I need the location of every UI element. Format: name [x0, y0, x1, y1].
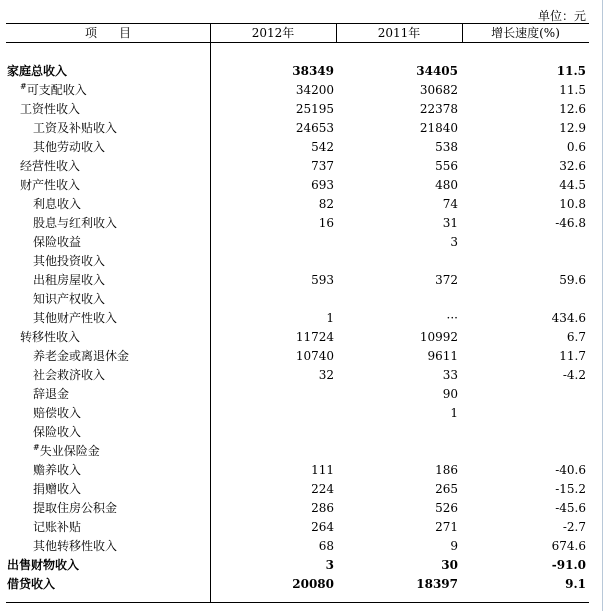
value-growth: 10.8	[559, 197, 586, 211]
value-2012: 10740	[295, 349, 334, 363]
value-2011: 538	[435, 140, 458, 154]
value-growth: 11.7	[559, 349, 586, 363]
row-label	[33, 138, 105, 157]
value-growth: 6.7	[566, 330, 586, 344]
row-label	[20, 328, 80, 347]
value-2011: 30682	[419, 83, 458, 97]
value-2011: 271	[435, 520, 458, 534]
table-row	[6, 328, 589, 347]
value-2011: 30	[441, 558, 458, 572]
value-2011: 186	[435, 463, 458, 477]
value-2012: 1	[326, 311, 334, 325]
table-row	[6, 575, 589, 594]
row-label-text: 捐赠收入	[33, 482, 82, 496]
value-2011: 33	[442, 368, 458, 382]
table-row	[6, 385, 589, 404]
table-row	[6, 518, 589, 537]
row-label-text: 其他劳动收入	[33, 140, 106, 154]
value-2012: 82	[318, 197, 334, 211]
table-row	[6, 157, 589, 176]
value-2011: ···	[446, 311, 458, 325]
row-label	[20, 176, 80, 195]
row-label	[33, 385, 69, 404]
value-2011: 1	[450, 406, 458, 420]
table-row	[6, 347, 589, 366]
row-label	[20, 100, 80, 119]
row-label	[7, 575, 55, 594]
row-label-text: 股息与红利收入	[33, 216, 118, 230]
row-label	[7, 62, 67, 81]
row-label	[33, 404, 81, 423]
value-growth: 59.6	[559, 273, 586, 287]
table-row	[6, 233, 589, 252]
row-label-text: 财产性收入	[20, 178, 81, 192]
row-label-text: 保险收入	[33, 425, 82, 439]
row-label-text: 转移性收入	[20, 330, 81, 344]
row-label	[33, 290, 105, 309]
row-label-text: 出租房屋收入	[33, 273, 106, 287]
table-row	[6, 290, 589, 309]
value-2012: 38349	[292, 64, 334, 78]
table-row	[6, 461, 589, 480]
table-row	[6, 480, 589, 499]
value-2012: 264	[311, 520, 334, 534]
value-2012: 542	[311, 140, 334, 154]
row-label	[33, 537, 117, 556]
footnote-mark: #	[20, 82, 27, 91]
value-growth: -91.0	[551, 558, 586, 572]
table-row	[6, 81, 589, 100]
table-row	[6, 62, 589, 81]
row-label	[33, 309, 117, 328]
row-label	[33, 480, 81, 499]
value-2011: 34405	[416, 64, 458, 78]
row-label-text: 其他财产性收入	[33, 311, 118, 325]
row-label	[33, 271, 105, 290]
value-2011: 90	[442, 387, 458, 401]
value-growth: 9.1	[565, 577, 586, 591]
row-label	[20, 157, 80, 176]
row-label-text: 出售财物收入	[7, 558, 80, 572]
value-2011: 10992	[419, 330, 458, 344]
value-growth: -2.7	[562, 520, 586, 534]
table-row	[6, 119, 589, 138]
value-growth: 434.6	[551, 311, 586, 325]
value-growth: 11.5	[559, 83, 586, 97]
value-2011: 31	[442, 216, 458, 230]
table-row	[6, 309, 589, 328]
value-2011: 526	[435, 501, 458, 515]
row-label-text: 赔偿收入	[33, 406, 82, 420]
row-label	[33, 195, 81, 214]
value-2012: 11724	[295, 330, 334, 344]
row-label	[33, 119, 117, 138]
value-2011: 21840	[419, 121, 458, 135]
value-2011: 556	[435, 159, 458, 173]
value-2012: 224	[311, 482, 334, 496]
row-label-text: 辞退金	[33, 387, 70, 401]
row-label-text: 家庭总收入	[7, 64, 68, 78]
row-label	[33, 252, 105, 271]
value-2012: 16	[318, 216, 334, 230]
value-growth: -15.2	[555, 482, 586, 496]
table-row	[6, 366, 589, 385]
table-row	[6, 252, 589, 271]
row-label-text: 养老金或离退休金	[33, 349, 130, 363]
row-label	[33, 423, 81, 442]
value-2011: 18397	[416, 577, 458, 591]
table-bottom-rule	[6, 602, 589, 603]
value-2011: 74	[442, 197, 458, 211]
header-2012: 2012年	[251, 26, 295, 40]
row-label-text: 其他投资收入	[33, 254, 106, 268]
value-growth: 11.5	[556, 64, 586, 78]
header-growth: 增长速度(%)	[491, 26, 560, 40]
table-row	[6, 195, 589, 214]
value-2012: 737	[311, 159, 334, 173]
table-row	[6, 271, 589, 290]
value-growth: 0.6	[566, 140, 586, 154]
table-row	[6, 556, 589, 575]
row-label-text: 记账补贴	[33, 520, 82, 534]
value-growth: 32.6	[559, 159, 586, 173]
value-2012: 593	[311, 273, 334, 287]
footnote-mark: #	[33, 443, 40, 452]
value-2012: 693	[311, 178, 334, 192]
table-row	[6, 138, 589, 157]
value-2012: 34200	[295, 83, 334, 97]
row-label	[33, 233, 81, 252]
table-row	[6, 100, 589, 119]
value-growth: 44.5	[559, 178, 586, 192]
row-label	[33, 366, 105, 385]
table-row	[6, 537, 589, 556]
row-label-text: 提取住房公积金	[33, 501, 118, 515]
value-2012: 68	[318, 539, 334, 553]
value-growth: 12.9	[559, 121, 586, 135]
row-label	[33, 347, 129, 366]
value-2011: 372	[435, 273, 458, 287]
value-2011: 265	[435, 482, 458, 496]
row-label-text: 经营性收入	[20, 159, 81, 173]
value-2012: 25195	[295, 102, 334, 116]
value-2011: 3	[450, 235, 458, 249]
value-growth: 12.6	[559, 102, 586, 116]
value-growth: -45.6	[555, 501, 586, 515]
value-2011: 22378	[419, 102, 458, 116]
value-2011: 480	[435, 178, 458, 192]
value-growth: 674.6	[551, 539, 586, 553]
table-row	[6, 442, 589, 461]
row-label-text: 其他转移性收入	[33, 539, 118, 553]
row-label-text: 工资性收入	[20, 102, 81, 116]
row-label-text: 赡养收入	[33, 463, 82, 477]
value-2011: 9611	[427, 349, 458, 363]
row-label-text: 知识产权收入	[33, 292, 106, 306]
row-label-text: 借贷收入	[7, 577, 56, 591]
row-label	[33, 214, 117, 233]
table-body	[6, 62, 589, 594]
unit-label: 单位：元	[537, 9, 586, 23]
value-2011: 9	[450, 539, 458, 553]
table-row	[6, 499, 589, 518]
header-bottom-rule	[6, 42, 589, 43]
value-2012: 32	[318, 368, 334, 382]
value-2012: 20080	[292, 577, 334, 591]
row-label	[33, 442, 100, 461]
header-item: 项目	[84, 26, 153, 40]
row-label-text: 可支配收入	[26, 83, 87, 97]
value-growth: -46.8	[555, 216, 586, 230]
table-row	[6, 214, 589, 233]
value-2012: 24653	[295, 121, 334, 135]
row-label-text: 失业保险金	[39, 444, 100, 458]
value-2012: 111	[311, 463, 334, 477]
row-label	[20, 81, 87, 100]
row-label	[33, 461, 81, 480]
table-row	[6, 404, 589, 423]
row-label-text: 工资及补贴收入	[33, 121, 118, 135]
value-growth: -4.2	[562, 368, 586, 382]
row-label-text: 社会救济收入	[33, 368, 106, 382]
row-label	[33, 499, 117, 518]
value-growth: -40.6	[555, 463, 586, 477]
value-2012: 3	[325, 558, 334, 572]
row-label-text: 保险收益	[33, 235, 82, 249]
row-label	[7, 556, 79, 575]
table-row	[6, 176, 589, 195]
header-2011: 2011年	[377, 26, 421, 40]
row-label-text: 利息收入	[33, 197, 82, 211]
row-label	[33, 518, 81, 537]
value-2012: 286	[311, 501, 334, 515]
table-row	[6, 423, 589, 442]
